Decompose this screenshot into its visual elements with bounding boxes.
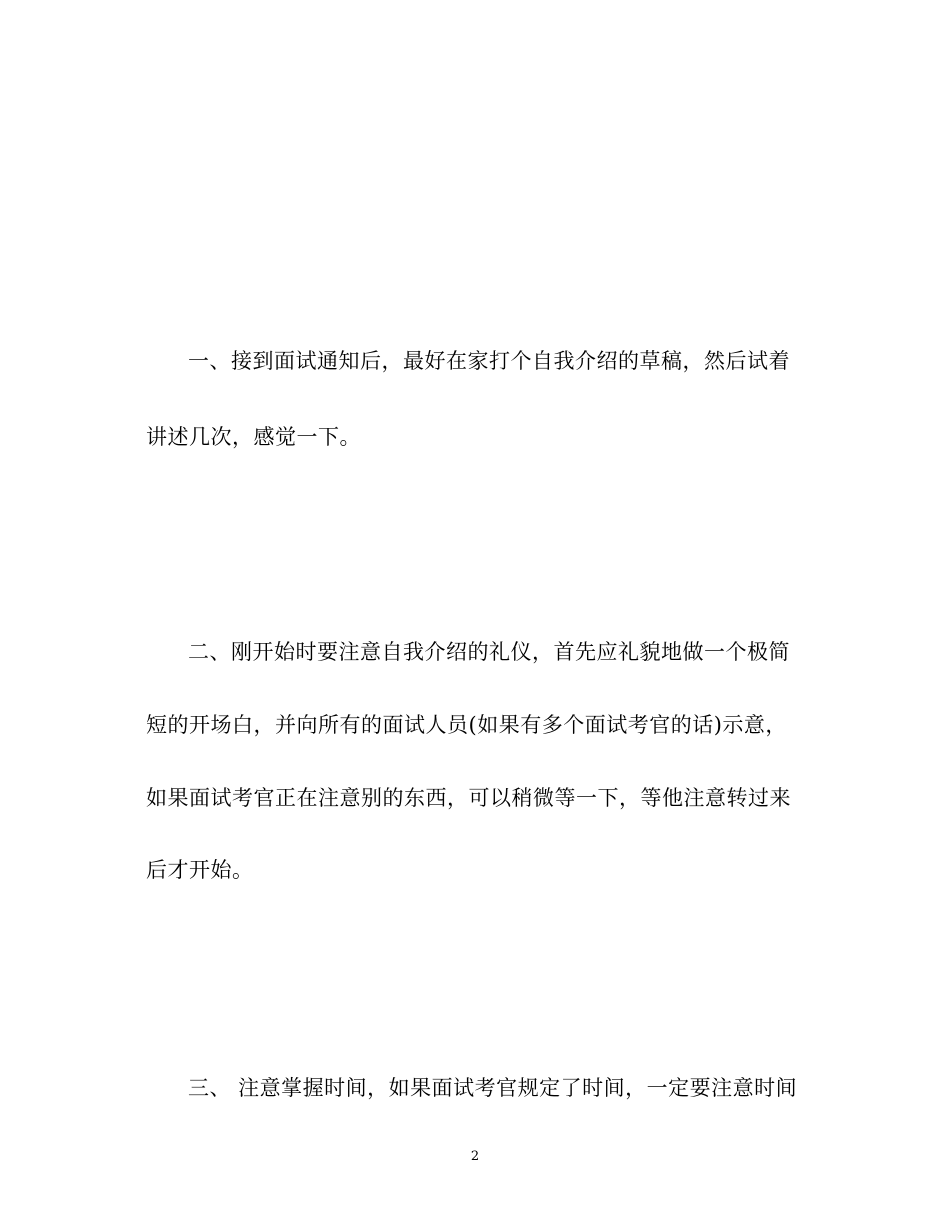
paragraph-2-line-2: 短的开场白，并向所有的面试人员(如果有多个面试考官的话)示意，: [146, 713, 787, 737]
paragraph-2-line-4: 后才开始。: [146, 858, 254, 882]
paragraph-2-line-1: 二、刚开始时要注意自我介绍的礼仪，首先应礼貌地做一个极简: [188, 640, 790, 664]
paragraph-2-line-3: 如果面试考官正在注意别的东西，可以稍微等一下，等他注意转过来: [146, 786, 791, 810]
paragraph-1-line-2: 讲述几次，感觉一下。: [146, 425, 361, 449]
paragraph-1-line-1: 一、接到面试通知后，最好在家打个自我介绍的草稿，然后试着: [188, 349, 790, 373]
paragraph-3-line-1: 三、 注意掌握时间，如果面试考官规定了时间，一定要注意时间: [188, 1076, 798, 1100]
page-number: 2: [470, 1149, 480, 1164]
